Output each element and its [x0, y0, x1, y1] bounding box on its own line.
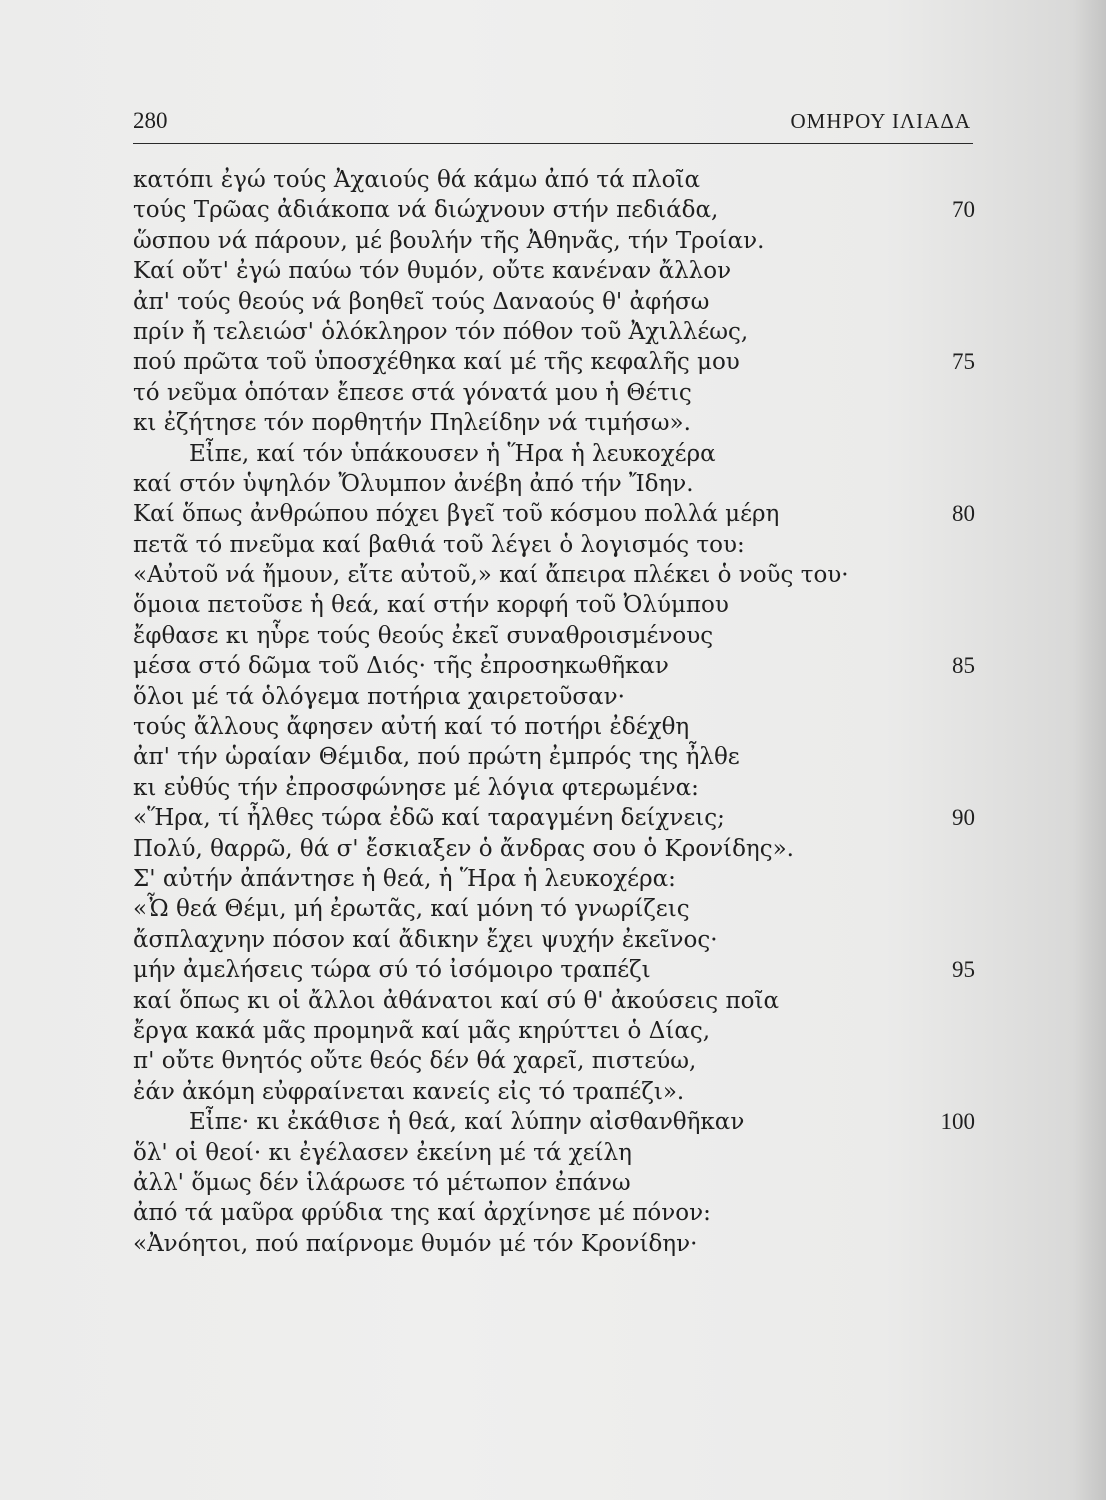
verse-line-text: Σ' αὐτήν ἀπάντησε ἡ θεά, ἡ Ἥρα ἡ λευκοχέρα: — [133, 865, 676, 892]
line-number: 95 — [952, 957, 975, 983]
verse-line-text: «Ὦ θεά Θέμι, μή ἐρωτᾶς, καί μόνη τό γνωρίζεις — [133, 896, 690, 923]
verse-line-text: κι εὐθύς τήν ἐπροσφώνησε μέ λόγια φτερωμένα: — [133, 774, 699, 801]
verse-line — [133, 1198, 975, 1228]
verse-line-text: τούς ἄλλους ἄφησεν αὐτή καί τό ποτήρι ἐδέχθη — [133, 714, 690, 741]
verse-line — [133, 1107, 975, 1137]
verse-line — [133, 955, 975, 985]
verse-line — [133, 621, 975, 651]
verse-line-text: ὅλοι μέ τά ὁλόγεμα ποτήρια χαιρετοῦσαν· — [133, 683, 625, 710]
verse-line-text: πού πρῶτα τοῦ ὑποσχέθηκα καί μέ τῆς κεφαλῆς μου — [133, 349, 740, 376]
verse-line-text: μήν ἀμελήσεις τώρα σύ τό ἰσόμοιρο τραπέζι — [133, 957, 651, 984]
verse-line-text: «Ἀνόητοι, πού παίρνομε θυμόν μέ τόν Κρονίδην· — [133, 1230, 698, 1257]
page-header — [133, 106, 971, 140]
verse-line — [133, 287, 975, 317]
verse-line-text: κατόπι ἐγώ τούς Ἀχαιούς θά κάμω ἀπό τά πλοῖα — [133, 167, 701, 193]
verse-line — [133, 651, 975, 681]
verse-line — [133, 499, 975, 529]
verse-line — [133, 590, 975, 620]
verse-line — [133, 165, 975, 195]
verse-line-text: πετᾶ τό πνεῦμα καί βαθιά τοῦ λέγει ὁ λογισμός του: — [133, 531, 745, 558]
verse-line — [133, 530, 975, 560]
verse-line-text: ἀπ' τούς θεούς νά βοηθεῖ τούς Δαναούς θ' ἀφήσω — [133, 288, 710, 315]
verse-line — [133, 439, 975, 469]
verse-line-text: ὥσπου νά πάρουν, μέ βουλήν τῆς Ἀθηνᾶς, τήν Τροίαν. — [133, 227, 765, 254]
running-title: ΟΜΗΡΟΥ ΙΛΙΑΔΑ — [790, 109, 971, 133]
verse-line — [133, 773, 975, 803]
verse-line-text: Καί ὅπως ἀνθρώπου πόχει βγεῖ τοῦ κόσμου πολλά μέρη — [133, 501, 780, 528]
verse-line — [133, 925, 975, 955]
verse-line-text: Πολύ, θαρρῶ, θά σ' ἔσκιαξεν ὁ ἄνδρας σου ὁ Κρονίδης». — [133, 835, 794, 862]
verse-line-text: π' οὔτε θνητός οὔτε θεός δέν θά χαρεῖ, πιστεύω, — [133, 1048, 697, 1075]
verse-line — [133, 1016, 975, 1046]
verse-line-text: καί ὅπως κι οἱ ἄλλοι ἀθάνατοι καί σύ θ' ἀκούσεις ποῖα — [133, 987, 779, 1014]
verse-line — [133, 1138, 975, 1168]
verse-line-text: ἔφθασε κι ηὗρε τούς θεούς ἐκεῖ συναθροισμένους — [133, 622, 714, 649]
verse-line-text: πρίν ἤ τελειώσ' ὁλόκληρον τόν πόθον τοῦ Ἀχιλλέως, — [133, 318, 749, 345]
verse-line — [133, 834, 975, 864]
line-number: 90 — [952, 805, 975, 831]
verse-line-text: Καί οὔτ' ἐγώ παύω τόν θυμόν, οὔτε κανέναν ἄλλον — [133, 258, 732, 285]
verse-line-text: ἀπό τά μαῦρα φρύδια της καί ἀρχίνησε μέ πόνον: — [133, 1200, 711, 1227]
page-number: 280 — [133, 108, 168, 133]
verse-line — [133, 560, 975, 590]
verse-line — [133, 347, 975, 377]
verse-line-text: «Αὐτοῦ νά ἤμουν, εἴτε αὐτοῦ,» καί ἄπειρα πλέκει ὁ νοῦς του· — [133, 562, 849, 589]
line-number: 100 — [940, 1109, 975, 1135]
verse-line-text: «Ἥρα, τί ἦλθες τώρα ἐδῶ καί ταραγμένη δείχνεις; — [133, 805, 725, 832]
header-rule — [133, 143, 973, 144]
verse-line — [133, 1168, 975, 1198]
line-number: 80 — [952, 501, 975, 527]
verse-line-text: κι ἐζήτησε τόν πορθητήν Πηλείδην νά τιμήσω». — [133, 410, 691, 437]
line-number: 85 — [952, 653, 975, 679]
verse-line — [133, 408, 975, 438]
verse-line-text: τό νεῦμα ὁπόταν ἔπεσε στά γόνατά μου ἡ Θέτις — [133, 379, 692, 406]
verse-line-text: ἔργα κακά μᾶς προμηνᾶ καί μᾶς κηρύττει ὁ Δίας, — [133, 1017, 711, 1044]
verse-line — [133, 378, 975, 408]
verse-line — [133, 1229, 975, 1259]
verse-line — [133, 1077, 975, 1107]
verse-text — [133, 165, 975, 1259]
verse-line-text: ὅλ' οἱ θεοί· κι ἐγέλασεν ἐκείνη μέ τά χείλη — [133, 1139, 632, 1166]
verse-line-text: μέσα στό δῶμα τοῦ Διός· τῆς ἐπροσηκωθῆκαν — [133, 653, 669, 680]
verse-line — [133, 986, 975, 1016]
verse-line — [133, 803, 975, 833]
verse-line — [133, 195, 975, 225]
verse-line-text: ἀπ' τήν ὡραίαν Θέμιδα, πού πρώτη ἐμπρός της ἦλθε — [133, 744, 740, 771]
verse-line-text: ἀλλ' ὅμως δέν ἱλάρωσε τό μέτωπον ἐπάνω — [133, 1169, 631, 1196]
verse-line — [133, 894, 975, 924]
verse-line-text: καί στόν ὑψηλόν Ὄλυμπον ἀνέβη ἀπό τήν Ἴδην. — [133, 470, 694, 497]
verse-line — [133, 226, 975, 256]
verse-line — [133, 712, 975, 742]
verse-line — [133, 1046, 975, 1076]
verse-line-text: Εἶπε· κι ἐκάθισε ἡ θεά, καί λύπην αἰσθανθῆκαν — [189, 1109, 745, 1136]
verse-line — [133, 742, 975, 772]
verse-line-text: ἐάν ἀκόμη εὐφραίνεται κανείς εἰς τό τραπέζι». — [133, 1078, 685, 1105]
line-number: 70 — [952, 197, 975, 223]
verse-line — [133, 469, 975, 499]
verse-line-text: Εἶπε, καί τόν ὑπάκουσεν ἡ Ἥρα ἡ λευκοχέρα — [189, 440, 716, 467]
verse-line — [133, 864, 975, 894]
verse-line-text: τούς Τρῶας ἀδιάκοπα νά διώχνουν στήν πεδιάδα, — [133, 197, 719, 224]
line-number: 75 — [952, 349, 975, 375]
verse-line-text: ἄσπλαχνην πόσον καί ἄδικην ἔχει ψυχήν ἐκεῖνος· — [133, 926, 718, 953]
verse-line — [133, 317, 975, 347]
verse-line-text: ὅμοια πετοῦσε ἡ θεά, καί στήν κορφή τοῦ Ὀλύμπου — [133, 592, 729, 619]
verse-line — [133, 682, 975, 712]
verse-line — [133, 256, 975, 286]
